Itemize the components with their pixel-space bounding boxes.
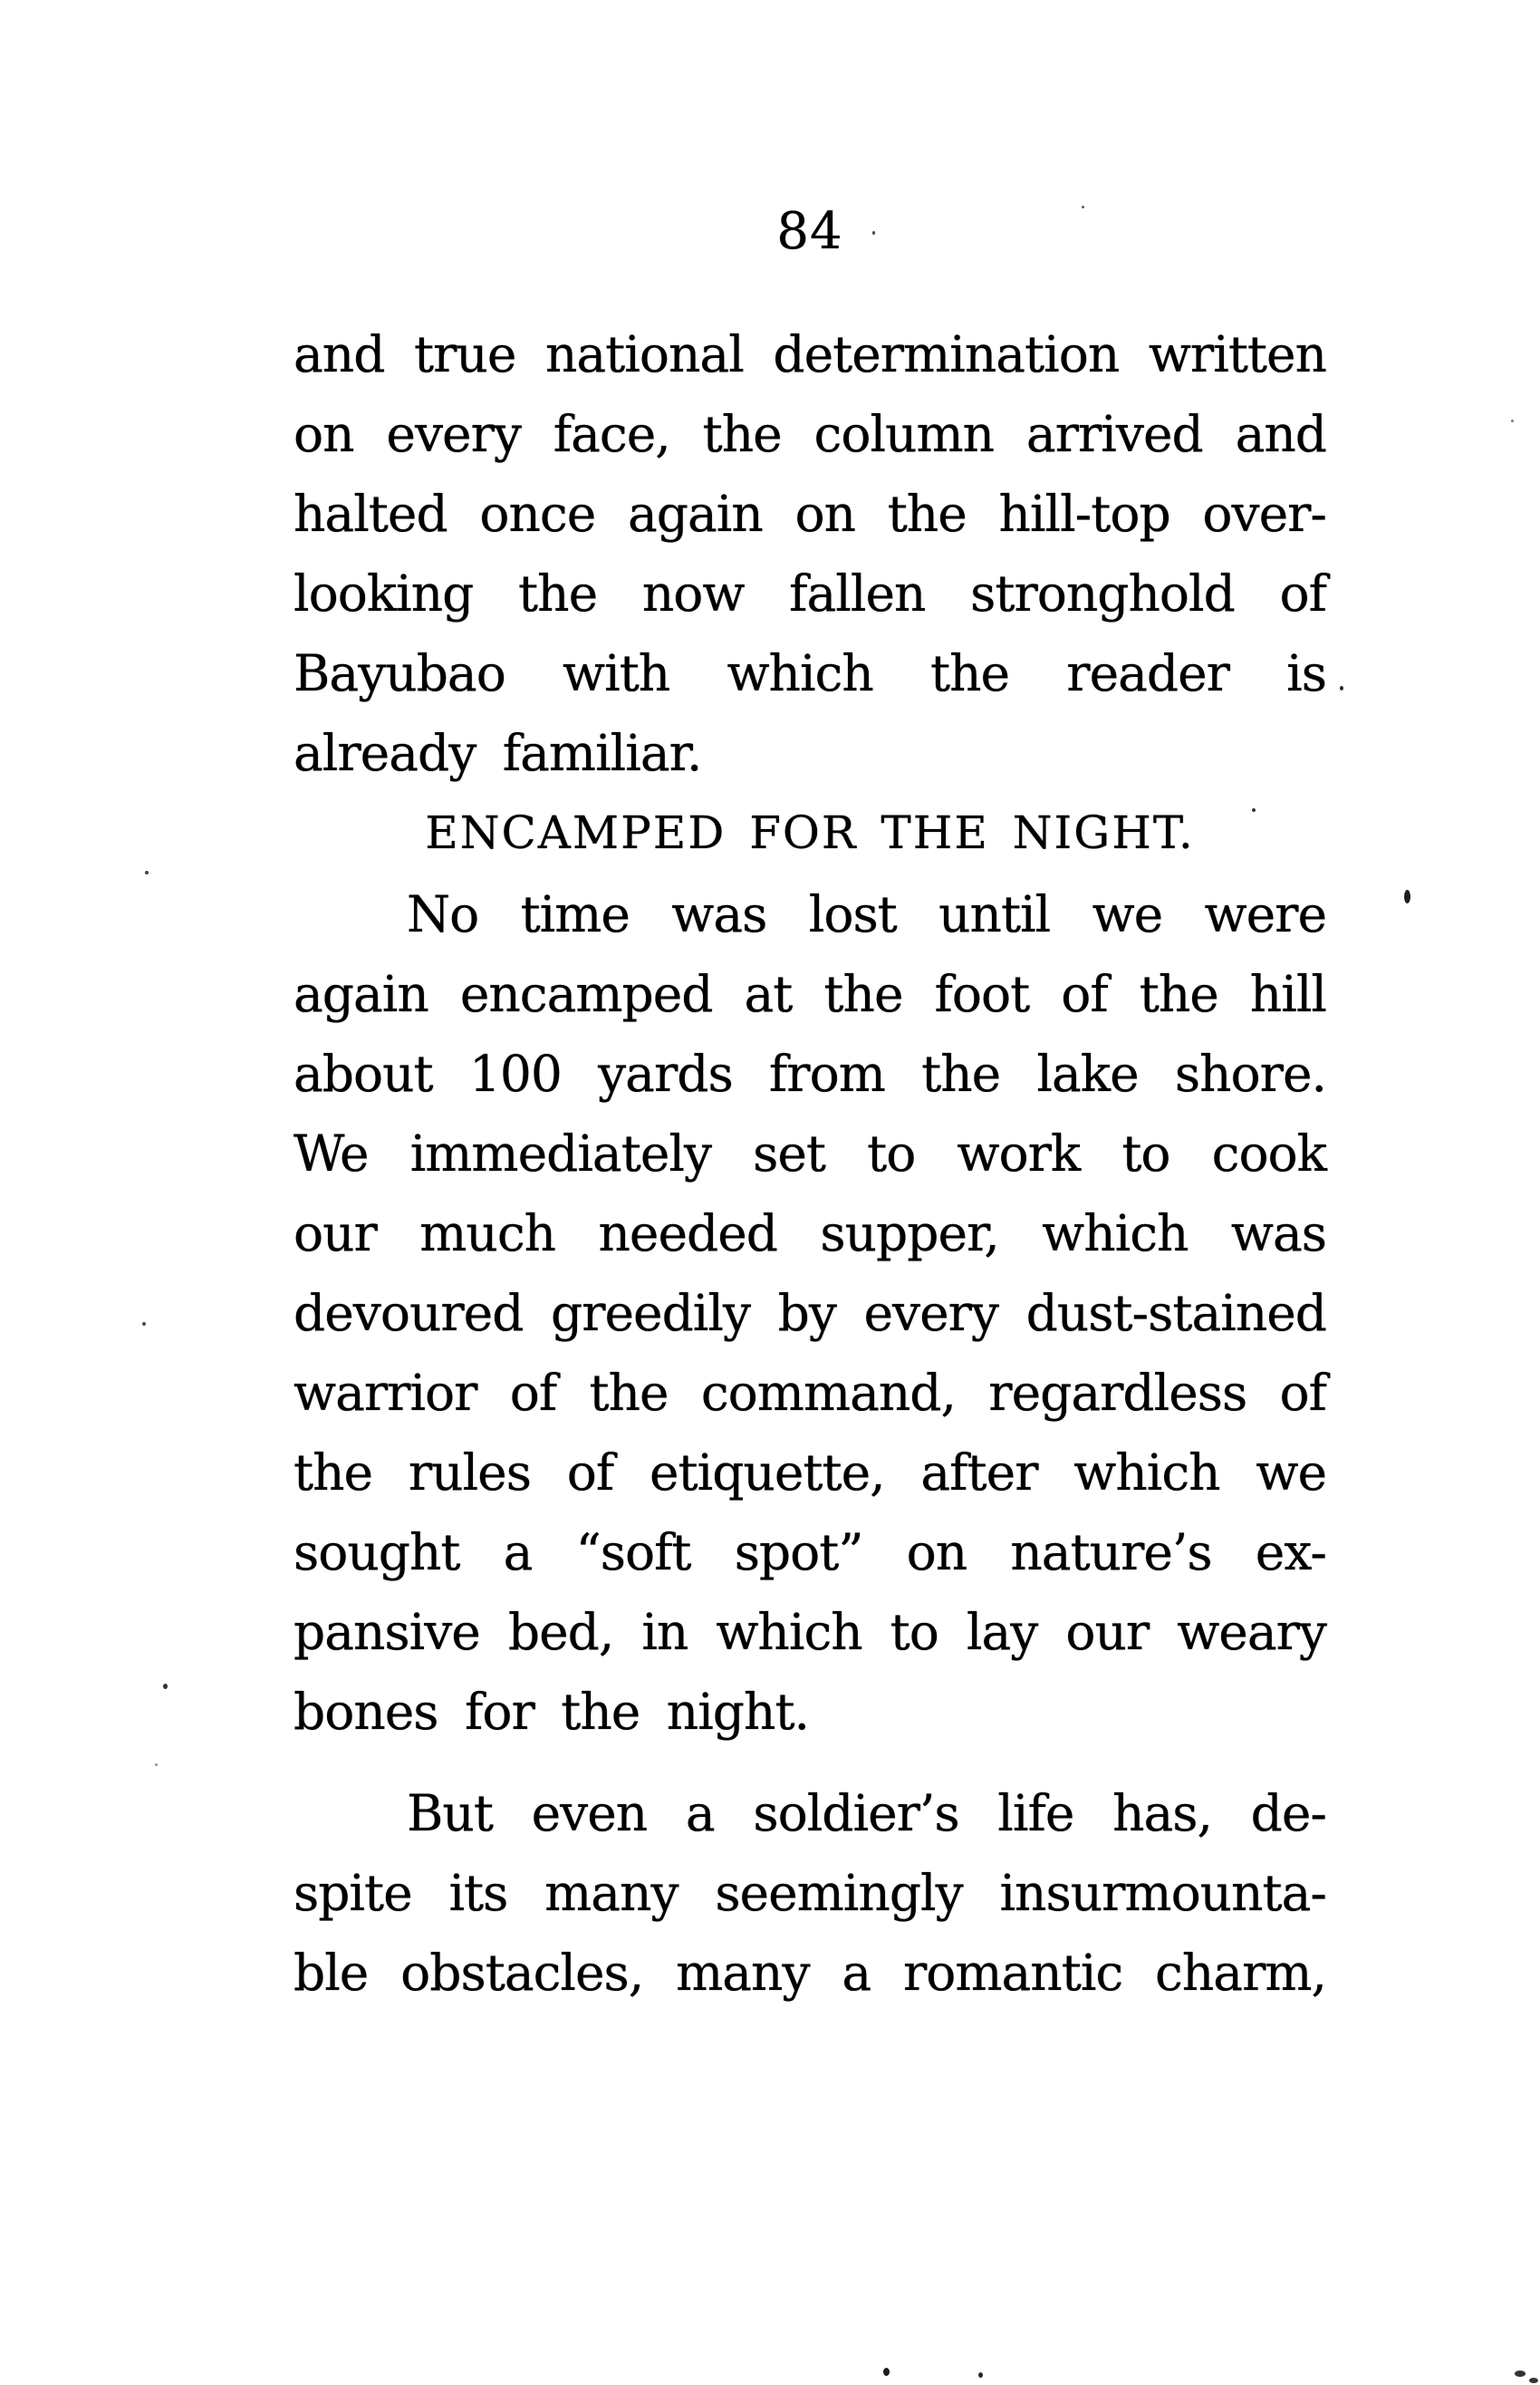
section-heading: ENCAMPED FOR THE NIGHT.	[425, 806, 1195, 859]
text-line: halted once again on the hill-top over-	[294, 485, 1326, 543]
text-line: Bayubao with which the reader is	[294, 644, 1326, 702]
text-line: We immediately set to work to cook	[294, 1125, 1326, 1183]
ink-speck	[142, 1322, 146, 1326]
ink-speck	[1340, 686, 1343, 690]
ink-speck	[145, 871, 149, 874]
text-line: looking the now fallen stronghold of	[294, 565, 1326, 623]
text-line: on every face, the column arrived and	[294, 405, 1326, 463]
text-line: devoured greedily by every dust-stained	[294, 1284, 1326, 1342]
text-line: about 100 yards from the lake shore.	[294, 1045, 1326, 1103]
body-text-column	[294, 314, 1326, 2013]
text-line: the rules of etiquette, after which we	[294, 1444, 1326, 1501]
text-line: our much needed supper, which was	[294, 1204, 1326, 1262]
text-line: spite its many seemingly insurmounta-	[294, 1864, 1326, 1922]
text-line: No time was lost until we were	[407, 885, 1326, 943]
page-number: 84	[776, 202, 843, 261]
ink-speck	[1529, 2378, 1538, 2383]
text-line: ble obstacles, many a romantic charm,	[294, 1944, 1326, 2002]
text-line: bones for the night.	[294, 1683, 810, 1741]
ink-speck	[1511, 420, 1514, 422]
text-line: and true national determination written	[294, 325, 1326, 383]
soldiers-life-paragraph	[294, 1773, 1326, 2013]
ink-speck	[1082, 206, 1084, 208]
ink-speck	[872, 231, 875, 235]
text-line: But even a soldier’s life has, de-	[407, 1784, 1326, 1842]
text-line: sought a “soft spot” on nature’s ex-	[294, 1523, 1326, 1581]
ink-speck	[1252, 808, 1256, 812]
text-line: warrior of the command, regardless of	[294, 1364, 1326, 1422]
opening-paragraph	[294, 314, 1326, 793]
text-line: pansive bed, in which to lay our weary	[294, 1603, 1326, 1661]
text-line: already familiar.	[294, 724, 702, 782]
text-line: again encamped at the foot of the hill	[294, 965, 1326, 1023]
ink-speck	[1404, 890, 1410, 903]
ink-speck	[1515, 2371, 1526, 2377]
ink-speck	[883, 2368, 890, 2376]
ink-speck	[155, 1763, 158, 1766]
ink-speck	[978, 2372, 983, 2378]
ink-speck	[163, 1684, 168, 1689]
encamped-paragraph	[294, 874, 1326, 1752]
